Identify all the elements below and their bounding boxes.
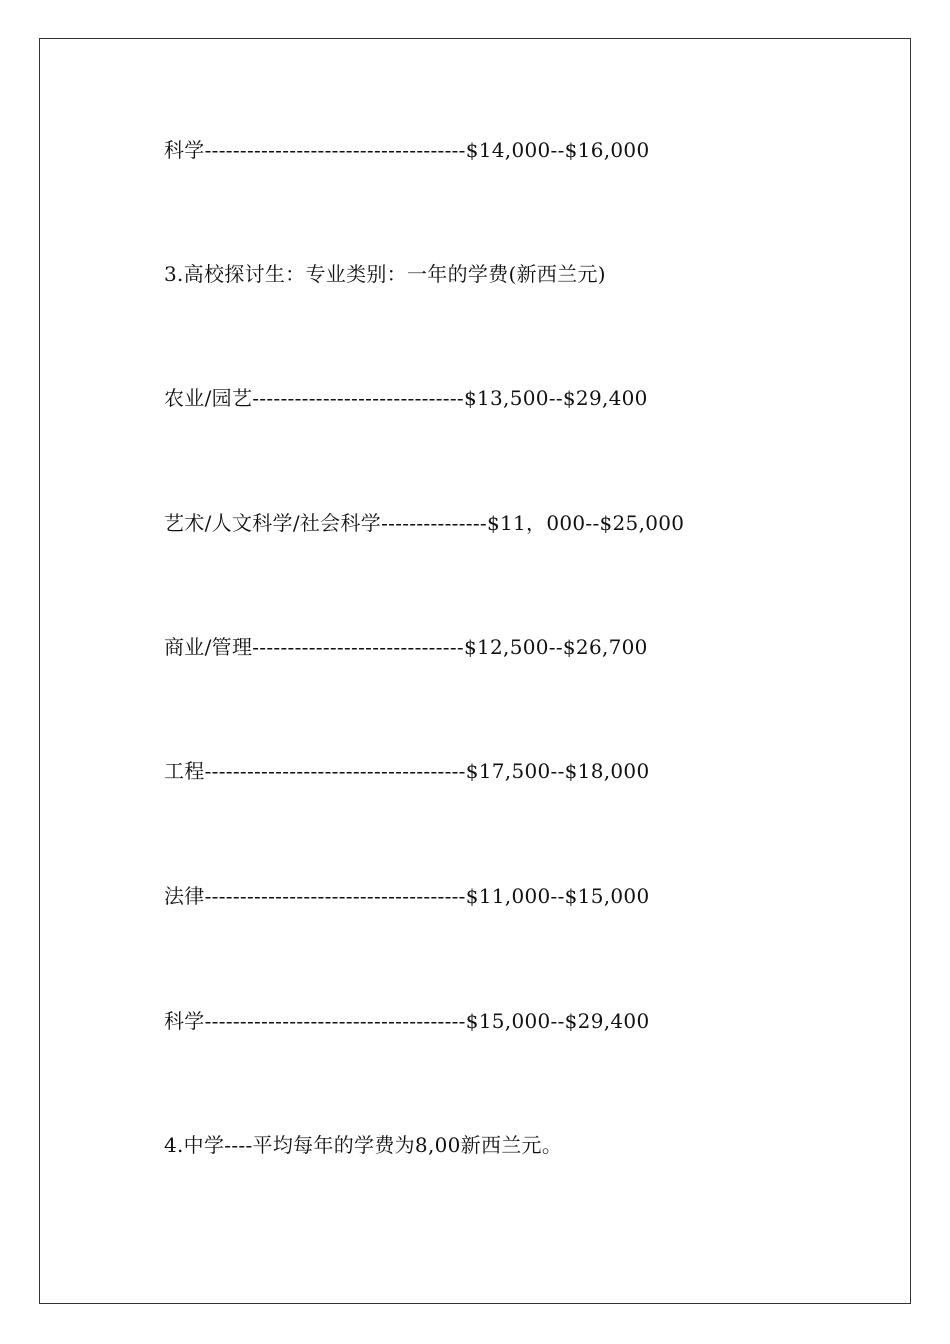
fee-line-engineering: 工程-------------------------------------$17,500--$18,000 — [164, 759, 650, 783]
fee-line-arts-humanities: 艺术/人文科学/社会科学---------------$11，000--$25,000 — [164, 511, 685, 535]
page-border — [39, 38, 911, 1304]
fee-line-science-postgrad: 科学-------------------------------------$15,000--$29,400 — [164, 1009, 650, 1033]
fee-line-agriculture: 农业/园艺------------------------------$13,500--$29,400 — [164, 386, 648, 410]
fee-line-law: 法律-------------------------------------$11,000--$15,000 — [164, 884, 650, 908]
fee-line-business: 商业/管理------------------------------$12,500--$26,700 — [164, 635, 648, 659]
fee-line-science-undergrad: 科学-------------------------------------$14,000--$16,000 — [164, 138, 650, 162]
section-heading-secondary: 4.中学----平均每年的学费为8,00新西兰元。 — [164, 1133, 563, 1157]
section-heading-postgrad: 3.高校探讨生：专业类别：一年的学费(新西兰元) — [164, 262, 606, 286]
